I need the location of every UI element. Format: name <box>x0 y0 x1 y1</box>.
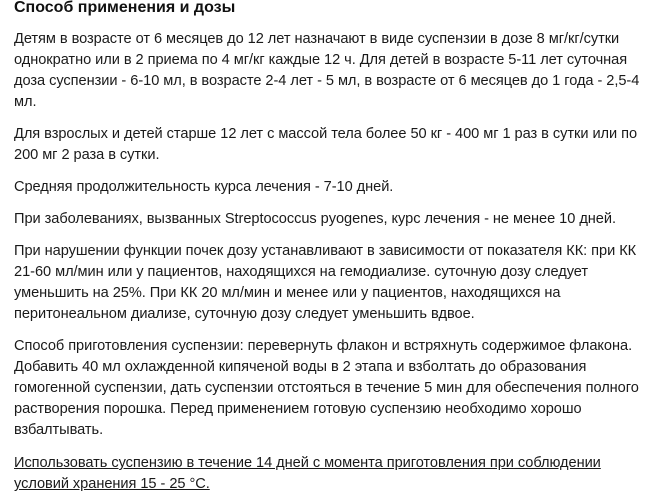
paragraph-streptococcus-course: При заболеваниях, вызванных Streptococcus pyogenes, курс лечения - не менее 10 дней. <box>14 211 616 227</box>
paragraph-course-duration: Средняя продолжительность курса лечения - 7-10 дней. <box>14 179 394 195</box>
paragraph-renal-impairment: При нарушении функции почек дозу устанавливают в зависимости от показателя КК: при КК 21-60 мл/мин или у пациентов, находящихся на гемодиализе. суточную дозу следует уменьшить на 25%. При КК 20 мл/мин и менее или у пациентов, находящихся на перитонеальном диализе, суточную дозу следует уменьшить вдвое. <box>14 243 637 322</box>
paragraph-pediatric-dosage: Детям в возрасте от 6 месяцев до 12 лет назначают в виде суспензии в дозе 8 мг/кг/сутки однократно или в 2 приема по 4 мг/кг каждые 12 ч. Для детей в возрасте 5-11 лет суточная доза суспензии - 6-10 мл, в возрасте 2-4 лет - 5 мл, в возрасте от 6 месяцев до 1 года - 2,5-4 мл. <box>14 31 640 110</box>
paragraph-adult-dosage: Для взрослых и детей старше 12 лет с массой тела более 50 кг - 400 мг 1 раз в сутки или по 200 мг 2 раза в сутки. <box>14 126 638 163</box>
section-heading: Способ применения и дозы <box>14 0 236 16</box>
paragraph-storage-note: Использовать суспензию в течение 14 дней с момента приготовления при соблюдении условий хранения 15 - 25 °С. <box>14 455 601 492</box>
paragraph-suspension-preparation: Способ приготовления суспензии: перевернуть флакон и встряхнуть содержимое флакона. Добавить 40 мл охлажденной кипяченой воды в 2 этапа и взболтать до образования гомогенной суспензии, дать суспензии отстояться в течение 5 мин для обеспечения полного растворения порошка. Перед применением готовую суспензию необходимо хорошо взбалтывать. <box>14 338 639 438</box>
